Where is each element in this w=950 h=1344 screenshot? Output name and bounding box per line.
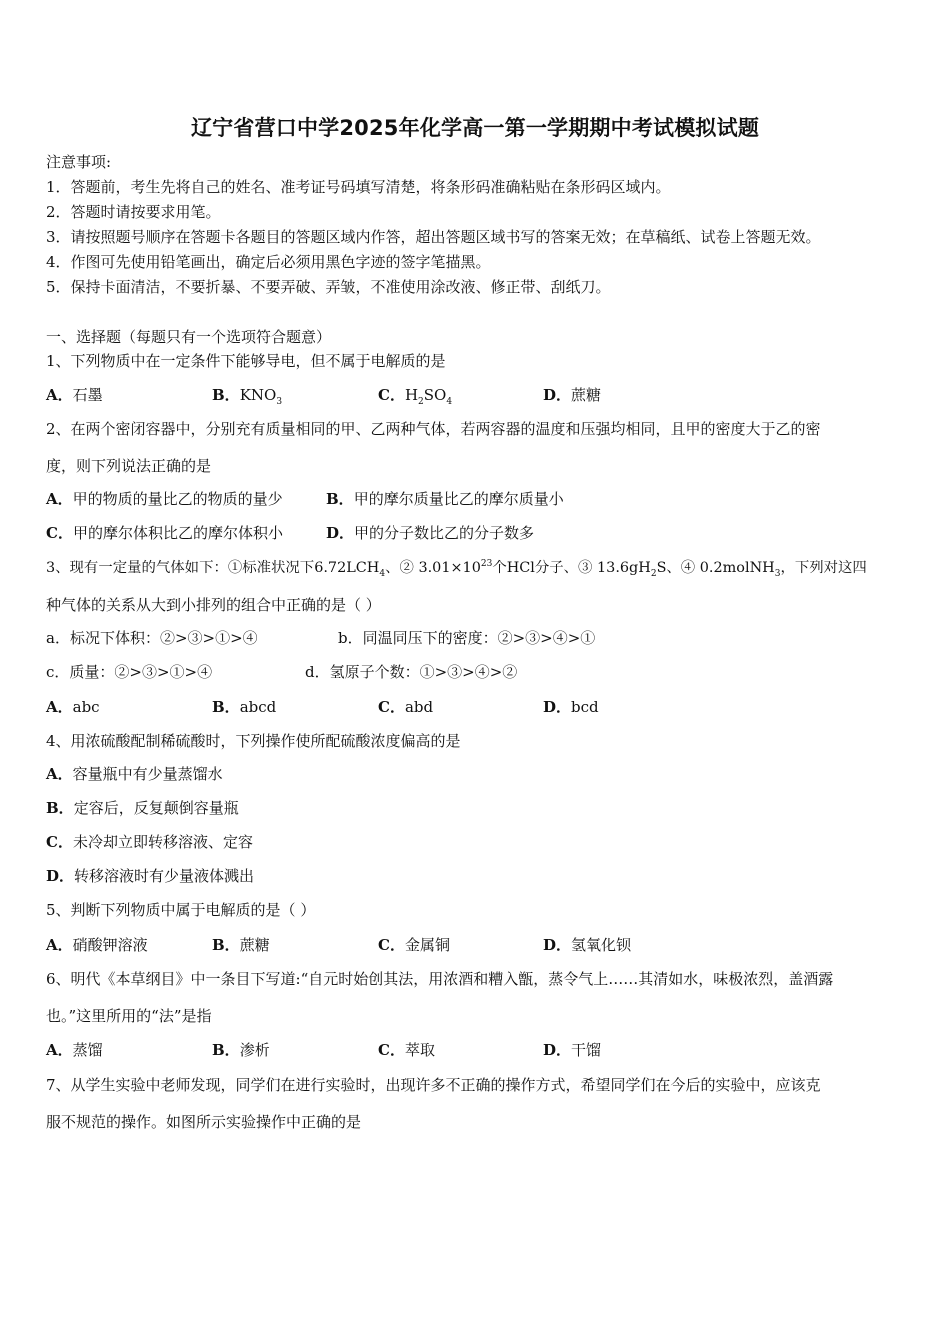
option-text: 石墨 xyxy=(72,386,103,404)
notice-item: 5．保持卡面清洁，不要折暴、不要弄破、弄皱，不准使用涂改液、修正带、刮纸刀。 xyxy=(46,278,611,296)
q6-option-c xyxy=(378,1040,435,1060)
question-6-stem: 也。”这里所用的“法”是指 xyxy=(46,1007,212,1025)
q5-option-c xyxy=(378,935,450,955)
stem-text: ，下列对这四 xyxy=(780,560,867,576)
q4-option-d xyxy=(46,866,254,886)
q6-option-d xyxy=(543,1040,601,1060)
option-label: C． xyxy=(378,698,405,716)
question-5-stem: 5、判断下列物质中属于电解质的是（ ） xyxy=(46,901,316,919)
option-text: 渗析 xyxy=(239,1041,270,1059)
q1-option-c xyxy=(378,385,452,405)
q1-option-b xyxy=(212,385,282,405)
subscript: 3 xyxy=(774,568,781,579)
option-label: D． xyxy=(543,698,572,716)
option-text: 甲的分子数比乙的分子数多 xyxy=(354,524,535,542)
option-label: B． xyxy=(326,490,354,508)
q2-option-c xyxy=(46,523,283,543)
subscript: 2 xyxy=(650,568,657,579)
q2-option-d xyxy=(326,523,534,543)
option-label: A． xyxy=(46,1041,73,1059)
q5-option-a xyxy=(46,935,148,955)
option-label: D． xyxy=(326,524,355,542)
option-label: A． xyxy=(46,936,73,954)
option-text: 蔗糖 xyxy=(239,936,270,954)
stem-text: 、② 3.01×10 xyxy=(385,560,481,576)
q3-option-a xyxy=(46,697,100,717)
q3-statement-c: c．质量：②>③>①>④ xyxy=(46,663,213,681)
question-2-stem: 度，则下列说法正确的是 xyxy=(46,457,212,475)
q5-option-d xyxy=(543,935,631,955)
option-text: 甲的摩尔体积比乙的摩尔体积小 xyxy=(72,524,283,542)
option-label: D． xyxy=(543,1041,572,1059)
option-label: D． xyxy=(543,386,572,404)
subscript: 2 xyxy=(418,397,424,407)
option-label: B． xyxy=(46,799,74,817)
option-label: A． xyxy=(46,490,73,508)
q6-option-a xyxy=(46,1040,103,1060)
question-1-stem: 1、下列物质中在一定条件下能够导电，但不属于电解质的是 xyxy=(46,352,446,370)
q1-option-d xyxy=(543,385,601,405)
q4-option-b xyxy=(46,798,239,818)
option-label: D． xyxy=(543,936,572,954)
option-text: 定容后，反复颠倒容量瓶 xyxy=(73,799,239,817)
question-3-stem: 种气体的关系从大到小排列的组合中正确的是（ ） xyxy=(46,596,381,614)
question-3-stem xyxy=(46,558,867,578)
subscript: 3 xyxy=(276,397,283,407)
q3-option-c xyxy=(378,697,433,717)
q1-option-a xyxy=(46,385,103,405)
option-text: abc xyxy=(72,698,100,716)
q5-option-b xyxy=(212,935,270,955)
q6-option-b xyxy=(212,1040,270,1060)
option-text: 金属铜 xyxy=(404,936,450,954)
q3-option-b xyxy=(212,697,276,717)
notice-item: 4．作图可先使用铅笔画出，确定后必须用黑色字迹的签字笔描黑。 xyxy=(46,253,491,271)
option-label: A． xyxy=(46,698,73,716)
option-text: abcd xyxy=(239,698,277,716)
option-text: 萃取 xyxy=(404,1041,435,1059)
option-label: C． xyxy=(46,524,73,542)
q2-option-a xyxy=(46,489,283,509)
option-label: B． xyxy=(212,386,240,404)
option-text: 蔗糖 xyxy=(571,386,602,404)
option-label: A． xyxy=(46,386,73,404)
q4-option-c xyxy=(46,832,253,852)
notice-item: 3．请按照题号顺序在答题卡各题目的答题区域内作答，超出答题区域书写的答案无效；在草稿纸、试卷上答题无效。 xyxy=(46,228,821,246)
stem-text: 个HCl分子、③ 13.6gH xyxy=(492,560,651,576)
notice-heading: 注意事项: xyxy=(46,153,112,171)
option-label: C． xyxy=(378,936,405,954)
question-7-stem: 服不规范的操作。如图所示实验操作中正确的是 xyxy=(46,1113,362,1131)
option-text: bcd xyxy=(571,698,599,716)
option-label: D． xyxy=(46,867,75,885)
option-label: A． xyxy=(46,765,73,783)
q3-statement-a: a．标况下体积：②>③>①>④ xyxy=(46,629,258,647)
page-title: 辽宁省营口中学2025年化学高一第一学期期中考试模拟试题 xyxy=(190,116,760,140)
option-text: SO xyxy=(423,386,447,404)
option-text: KNO xyxy=(239,386,277,404)
stem-text: S、④ 0.2molNH xyxy=(656,560,775,576)
option-text: 转移溶液时有少量液体溅出 xyxy=(74,867,255,885)
option-text: 甲的摩尔质量比乙的摩尔质量小 xyxy=(353,490,564,508)
option-label: C． xyxy=(378,386,405,404)
option-label: C． xyxy=(46,833,73,851)
option-text: 干馏 xyxy=(571,1041,602,1059)
option-text: 未冷却立即转移溶液、定容 xyxy=(72,833,253,851)
option-text: 甲的物质的量比乙的物质的量少 xyxy=(72,490,283,508)
q2-option-b xyxy=(326,489,564,509)
q4-option-a xyxy=(46,764,223,784)
notice-item: 2．答题时请按要求用笔。 xyxy=(46,203,221,221)
option-label: B． xyxy=(212,936,240,954)
question-7-stem: 7、从学生实验中老师发现，同学们在进行实验时，出现许多不正确的操作方式，希望同学们在今后的实验中，应该克 xyxy=(46,1076,821,1094)
q3-option-d xyxy=(543,697,599,717)
question-2-stem: 2、在两个密闭容器中，分别充有质量相同的甲、乙两种气体，若两容器的温度和压强均相同，且甲的密度大于乙的密 xyxy=(46,420,821,438)
option-text: abd xyxy=(404,698,434,716)
option-text: 硝酸钾溶液 xyxy=(72,936,148,954)
section-heading: 一、选择题（每题只有一个选项符合题意） xyxy=(46,328,332,346)
option-text: 氢氧化钡 xyxy=(571,936,632,954)
stem-text: 3、现有一定量的气体如下：①标准状况下6.72LCH xyxy=(46,560,380,576)
question-4-stem: 4、用浓硫酸配制稀硫酸时，下列操作使所配硫酸浓度偏高的是 xyxy=(46,732,461,750)
subscript: 4 xyxy=(446,397,453,407)
option-text: 容量瓶中有少量蒸馏水 xyxy=(72,765,223,783)
option-label: B． xyxy=(212,698,240,716)
q3-statement-b: b．同温同压下的密度：②>③>④>① xyxy=(338,629,596,647)
option-text: 蒸馏 xyxy=(72,1041,103,1059)
option-label: B． xyxy=(212,1041,240,1059)
subscript: 4 xyxy=(379,568,386,579)
notice-item: 1．答题前，考生先将自己的姓名、准考证号码填写清楚，将条形码准确粘贴在条形码区域内。 xyxy=(46,178,671,196)
option-text: H xyxy=(404,386,419,404)
option-label: C． xyxy=(378,1041,405,1059)
q3-statement-d: d．氢原子个数：①>③>④>② xyxy=(305,663,518,681)
superscript: 23 xyxy=(480,559,493,570)
question-6-stem: 6、明代《本草纲目》中一条目下写道:“自元时始创其法，用浓酒和糟入甑，蒸令气上……其清如水，味极浓烈，盖酒露 xyxy=(46,970,834,988)
